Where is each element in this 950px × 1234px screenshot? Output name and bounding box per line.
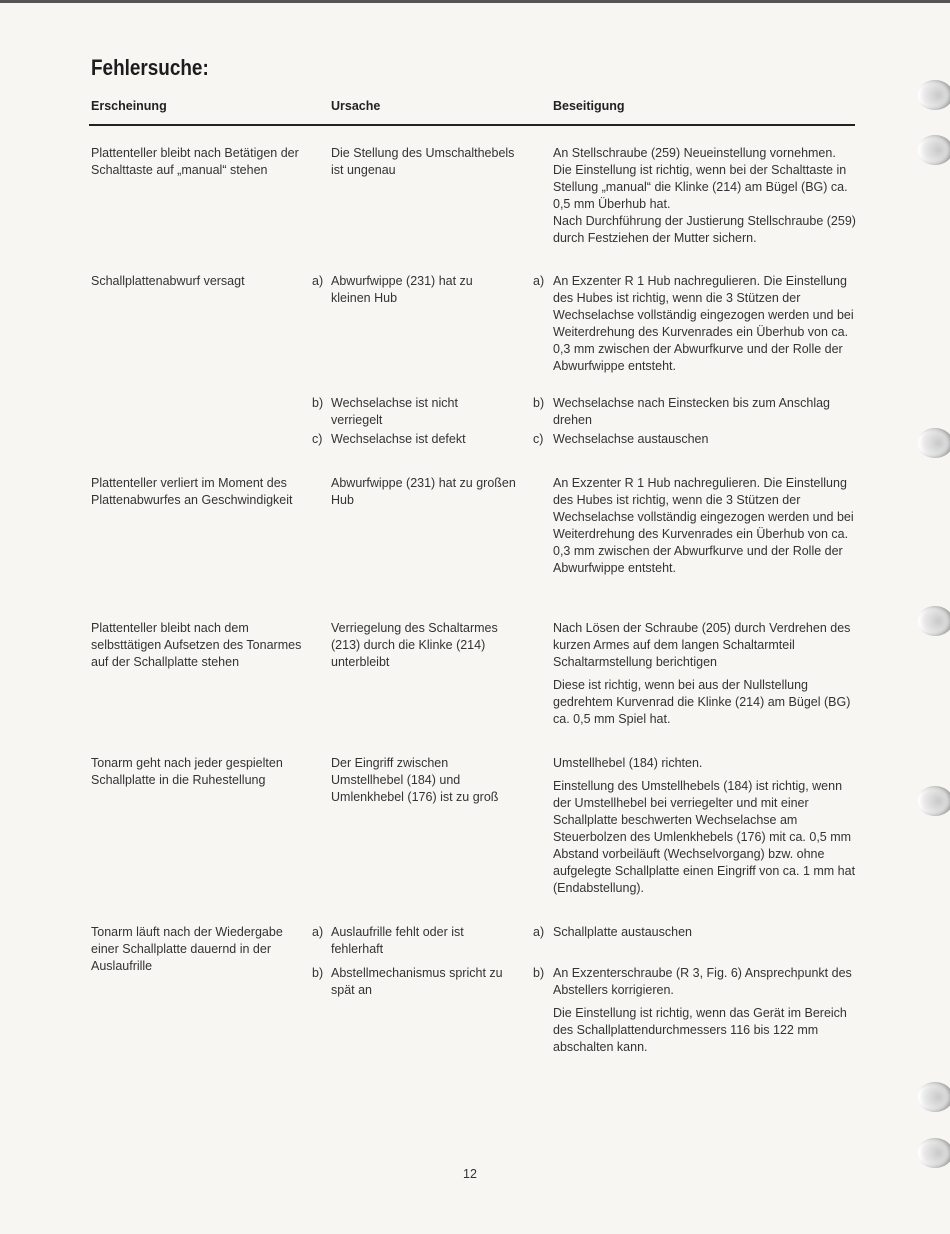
- column-header-remedy: Beseitigung: [553, 99, 625, 113]
- row-2-symptom: Schallplattenabwurf versagt: [91, 274, 245, 288]
- item-label: b): [533, 966, 545, 980]
- page-number: 12: [463, 1167, 477, 1181]
- item-text: Schallplatte austauschen: [553, 925, 692, 939]
- punch-hole: [917, 135, 950, 165]
- item-text: An Exzenterschraube (R 3, Fig. 6) Ansprechpunkt des Abstellers korrigieren.: [553, 966, 852, 997]
- item-label: b): [533, 396, 545, 410]
- item-label: a): [533, 925, 545, 939]
- item-label: a): [312, 274, 324, 288]
- item-label: b): [312, 966, 324, 980]
- item-label: c): [533, 432, 544, 446]
- row-1-remedy: [553, 145, 858, 247]
- item-text: Wechselachse nach Einstecken bis zum Anschlag drehen: [553, 396, 831, 427]
- row-4-symptom: Plattenteller bleibt nach dem selbsttätigen Aufsetzen des Tonarmes auf der Schallplatte stehen: [91, 621, 302, 669]
- row-3-cause: Abwurfwippe (231) hat zu großen Hub: [331, 476, 516, 507]
- header-rule: [89, 124, 855, 126]
- item-label: b): [312, 396, 324, 410]
- punch-hole: [917, 1138, 950, 1168]
- row-4-remedy: [553, 620, 858, 728]
- row-3-remedy: [553, 475, 858, 577]
- item-text: Wechselachse austauschen: [553, 432, 709, 446]
- row-1-cause: Die Stellung des Umschalthebels ist ungenau: [331, 146, 515, 177]
- row-4-remedy-text: Nach Lösen der Schraube (205) durch Verdrehen des kurzen Armes auf dem langen Schaltarmteil Schaltarmstellung berichtigen: [553, 621, 851, 669]
- punch-hole: [917, 428, 950, 458]
- page-top-edge: [0, 0, 950, 3]
- row-5-symptom: Tonarm geht nach jeder gespielten Schallplatte in die Ruhestellung: [91, 756, 283, 787]
- row-5-remedy-text: Umstellhebel (184) richten.: [553, 756, 703, 770]
- item-text: Wechselachse ist nicht verriegelt: [331, 396, 458, 427]
- punch-hole: [917, 1082, 950, 1112]
- row-1-symptom: Plattenteller bleibt nach Betätigen der Schalttaste auf „manual“ stehen: [91, 146, 299, 177]
- item-text: Abstellmechanismus spricht zu spät an: [331, 966, 503, 997]
- punch-hole: [917, 786, 950, 816]
- column-header-cause: Ursache: [331, 99, 381, 113]
- row-5-remedy: [553, 755, 858, 897]
- item-text: An Exzenter R 1 Hub nachregulieren. Die Einstellung des Hubes ist richtig, wenn die 3 Stützen der Wechselachse vollständig eingezogen werden und bei Weiterdrehung des Kurvenrades ein Überhub von ca. 0,3 mm zwischen der Abwurfkurve und der Rolle der Abwurfwippe entsteht.: [553, 274, 854, 373]
- punch-hole: [917, 606, 950, 636]
- row-5-cause: Der Eingriff zwischen Umstellhebel (184) und Umlenkhebel (176) ist zu groß: [331, 756, 499, 804]
- item-label: a): [533, 274, 545, 288]
- item-text: Auslaufrille fehlt oder ist fehlerhaft: [331, 925, 464, 956]
- row-4-cause: Verriegelung des Schaltarmes (213) durch die Klinke (214) unterbleibt: [331, 621, 498, 669]
- punch-hole: [917, 80, 950, 110]
- row-5-remedy-text: Einstellung des Umstellhebels (184) ist richtig, wenn der Umstellhebel bei verriegelter und mit einer Schallplatte beschwerten Wechselachse am Steuerbolzen des Umlenkhebels (176) mit ca. 0,5 mm Abstand vorbeiläuft (Wechselvorgang) bzw. ohne aufgelegte Schallplatte einen Eingriff von ca. 1 mm hat (Endabstellung).: [553, 779, 856, 895]
- item-text: Abwurfwippe (231) hat zu kleinen Hub: [331, 274, 473, 305]
- row-4-remedy-text: Diese ist richtig, wenn bei aus der Nullstellung gedrehtem Kurvenrad die Klinke (214) am Bügel (BG) ca. 0,5 mm Spiel hat.: [553, 678, 851, 726]
- item-label: a): [312, 925, 324, 939]
- row-3-remedy-text: An Exzenter R 1 Hub nachregulieren. Die Einstellung des Hubes ist richtig, wenn die 3 Stützen der Wechselachse vollständig eingezogen werden und bei Weiterdrehung des Kurvenrades ein Überhub von ca. 0,3 mm zwischen der Abwurfkurve und der Rolle der Abwurfwippe entsteht.: [553, 476, 854, 575]
- row-6-remedy-note: Die Einstellung ist richtig, wenn das Gerät im Bereich des Schallplattendurchmessers 116 bis 122 mm abschalten kann.: [553, 1006, 847, 1054]
- page-title: Fehlersuche:: [91, 55, 209, 80]
- column-header-symptom: Erscheinung: [91, 99, 167, 113]
- row-6-symptom: Tonarm läuft nach der Wiedergabe einer Schallplatte dauernd in der Auslaufrille: [91, 925, 283, 973]
- row-1-remedy-text: An Stellschraube (259) Neueinstellung vornehmen. Die Einstellung ist richtig, wenn bei der Schalttaste in Stellung „manual“ die Klinke (214) am Bügel (BG) ca. 0,5 mm Überhub hat.: [553, 146, 848, 211]
- item-label: c): [312, 432, 323, 446]
- row-1-remedy-text: Nach Durchführung der Justierung Stellschraube (259) durch Festziehen der Mutter sichern.: [553, 214, 856, 245]
- row-3-symptom: Plattenteller verliert im Moment des Plattenabwurfes an Geschwindigkeit: [91, 476, 293, 507]
- item-text: Wechselachse ist defekt: [331, 432, 466, 446]
